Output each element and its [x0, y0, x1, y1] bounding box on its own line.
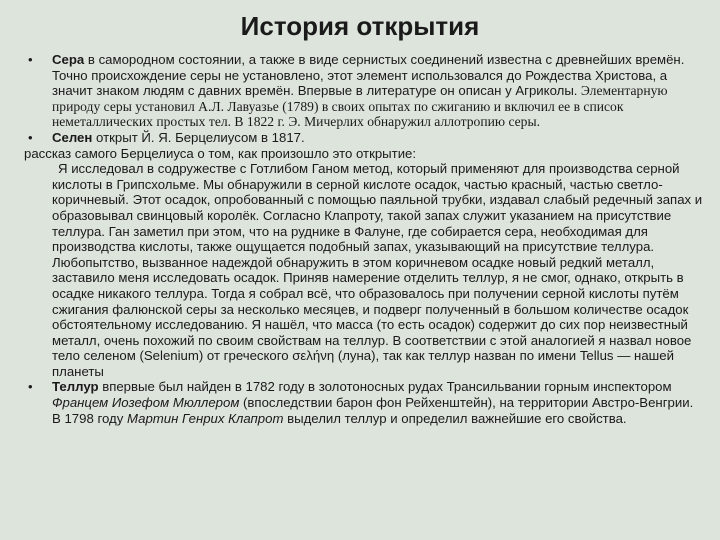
bullet-icon: • — [28, 129, 33, 145]
bullet-icon: • — [28, 52, 33, 67]
berzelius-quote: Я исследовал в содружестве с Готлибом Ганом метод, который применяют для производства серной кислоты в Грипсхольме. Мы обнаружили в серной кислоте осадок, частью красный, частью светло-коричневый. Этот осадок, опробованный с помощью паяльной трубки, издавал слабый редечный запах и образовывал свинцовый королёк. Согласно Клапроту, такой запах служит указанием на присутствие теллура. Ган заметил при этом, что на руднике в Фалуне, где собирается сера, необходимая для производства кислоты, также ощущается подобный запах, указывающий на присутствие теллура. Любопытство, вызванное надеждой обнаружить в этом коричневом осадке новый редкий металл, заставило меня исследовать осадок. Приняв намерение отделить теллур, я не смог, однако, открыть в осадке никакого теллура. Тогда я собрал всё, что образовалось при получении серной кислоты путём сжигания фалюнской серы за несколько месяцев, и подверг полученный в большом количестве осадок обстоятельному исследованию. Я нашёл, что масса (то есть осадок) содержит до сих пор неизвестный металл, очень похожий по своим свойствам на теллур. В соответствии с этой аналогией я назвал новое тело селеном (Selenium) от греческого σελήνη (луна), так как теллур назван по имени Tellus — нашей планеты — [52, 161, 703, 379]
berzelius-intro: рассказ самого Берцелиуса о том, как произошло это открытие: — [24, 145, 417, 161]
sulfur-text: в самородном состоянии, а также в виде сернистых соединений известна с древнейших времён. Точно происхождение серы не установлено, этот элемент использовался до Рождества Христова, а значит знаком людям с давних времён. Впервые в литературе он описан у Агриколы. — [52, 52, 685, 99]
sulfur-term: Сера — [52, 52, 85, 67]
tellurium-text-2: (впоследствии барон фон Рейхенштейн), на территории Австро-Венгрии. В 1798 году — [52, 395, 694, 426]
selenium-term: Селен — [52, 129, 93, 145]
selenium-text: открыт Й. Я. Берцелиусом в 1817. — [92, 129, 305, 145]
sulfur-text-serif: Элементарную природу серы установил А.Л. Лавуазье (1789) в своих опытах по сжиганию и включил ее в список неметаллических простых тел. В 1822 г. Э. Мичерлих обнаружил аллотропию серы. — [52, 83, 668, 130]
tellurium-term: Теллур — [52, 379, 99, 395]
slide-content — [24, 52, 704, 426]
tellurium-text-1: впервые был найден в 1782 году в золотоносных рудах Трансильвании горным инспектором — [98, 379, 672, 395]
tellurium-text-3: выделил теллур и определил важнейшие его свойства. — [283, 410, 627, 426]
tellurium-name-muller: Францем Иозефом Мюллером — [52, 395, 240, 411]
bullet-selenium — [24, 130, 704, 146]
slide-title: История открытия — [240, 11, 480, 41]
bullet-sulfur — [24, 52, 704, 130]
tellurium-name-klaproth: Мартин Генрих Клапрот — [126, 410, 284, 426]
bullet-icon: • — [28, 379, 33, 395]
bullet-tellurium — [24, 379, 704, 426]
